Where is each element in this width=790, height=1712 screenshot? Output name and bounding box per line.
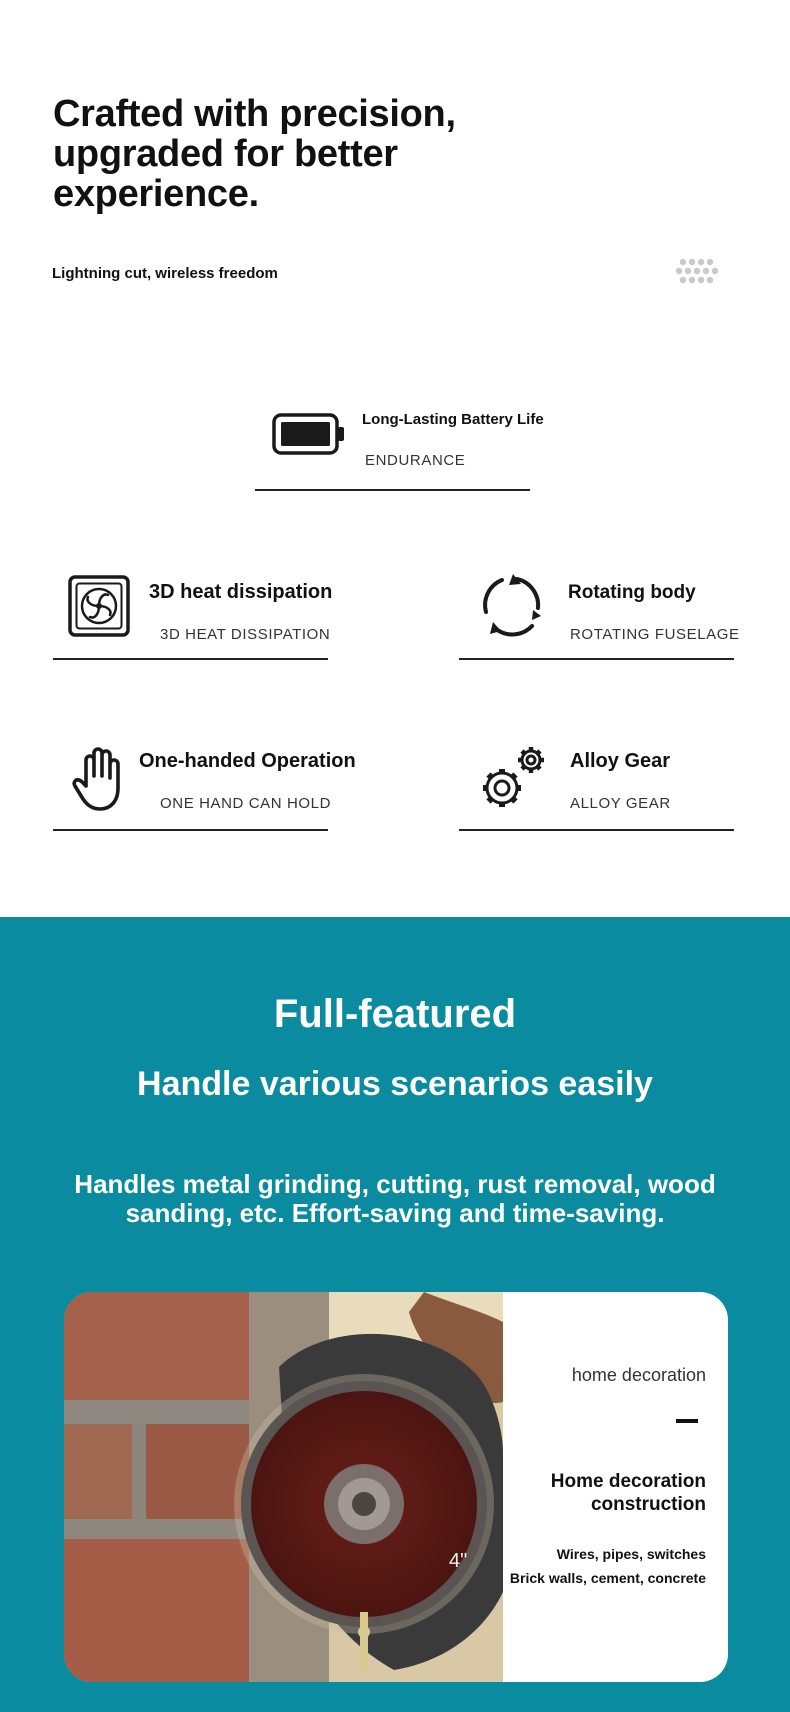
section-description: Handles metal grinding, cutting, rust removal, wood sanding, etc. Effort-saving and time-saving. — [74, 1169, 716, 1228]
feature-divider — [459, 658, 734, 660]
feature-heat-dissipation — [53, 572, 333, 662]
angle-grinder-cutting-brick-photo — [64, 1292, 503, 1682]
feature-divider — [53, 658, 328, 660]
section-subtitle: Handle various scenarios easily — [137, 1065, 653, 1103]
feature-subtitle: ROTATING FUSELAGE — [570, 626, 740, 643]
feature-subtitle: ENDURANCE — [365, 452, 466, 469]
scenario-heading — [551, 1470, 706, 1516]
feature-one-handed — [53, 742, 356, 832]
heading-line: Home decoration — [550, 1471, 706, 1492]
scenario-card — [64, 1292, 728, 1682]
feature-title: 3D heat dissipation — [149, 581, 333, 603]
feature-title: Long-Lasting Battery Life — [362, 411, 544, 428]
feature-title: One-handed Operation — [139, 750, 356, 772]
feature-subtitle: ONE HAND CAN HOLD — [160, 795, 332, 812]
page-headline — [53, 94, 523, 214]
section-title: Full-featured — [273, 992, 517, 1036]
page-subline: Lightning cut, wireless freedom — [52, 265, 278, 282]
headline-line: Crafted with precision, — [53, 93, 456, 135]
feature-battery — [255, 405, 544, 491]
heading-line: construction — [590, 1494, 706, 1515]
blade-size-label: 4" — [449, 1550, 468, 1572]
battery-icon — [272, 413, 346, 455]
rotate-arrows-icon — [481, 574, 543, 638]
scenario-details — [510, 1542, 706, 1590]
feature-divider — [459, 829, 734, 831]
feature-subtitle: 3D HEAT DISSIPATION — [160, 626, 331, 643]
feature-divider — [53, 829, 328, 831]
detail-line: Brick walls, cement, concrete — [509, 1570, 706, 1586]
feature-title: Rotating body — [568, 582, 696, 603]
feature-divider — [255, 489, 530, 491]
gears-icon — [476, 744, 550, 814]
headline-line: upgraded for better — [53, 133, 398, 175]
feature-alloy-gear — [459, 742, 739, 832]
dots-grid-icon — [675, 258, 719, 290]
scenario-kicker: home decoration — [571, 1365, 706, 1385]
fan-icon — [68, 575, 130, 637]
feature-subtitle: ALLOY GEAR — [570, 795, 671, 812]
detail-line: Wires, pipes, switches — [556, 1546, 706, 1562]
hand-icon — [72, 746, 128, 812]
feature-rotating-body — [459, 572, 739, 662]
headline-line: experience. — [53, 173, 259, 215]
feature-title: Alloy Gear — [570, 750, 671, 772]
kicker-divider — [676, 1419, 698, 1423]
